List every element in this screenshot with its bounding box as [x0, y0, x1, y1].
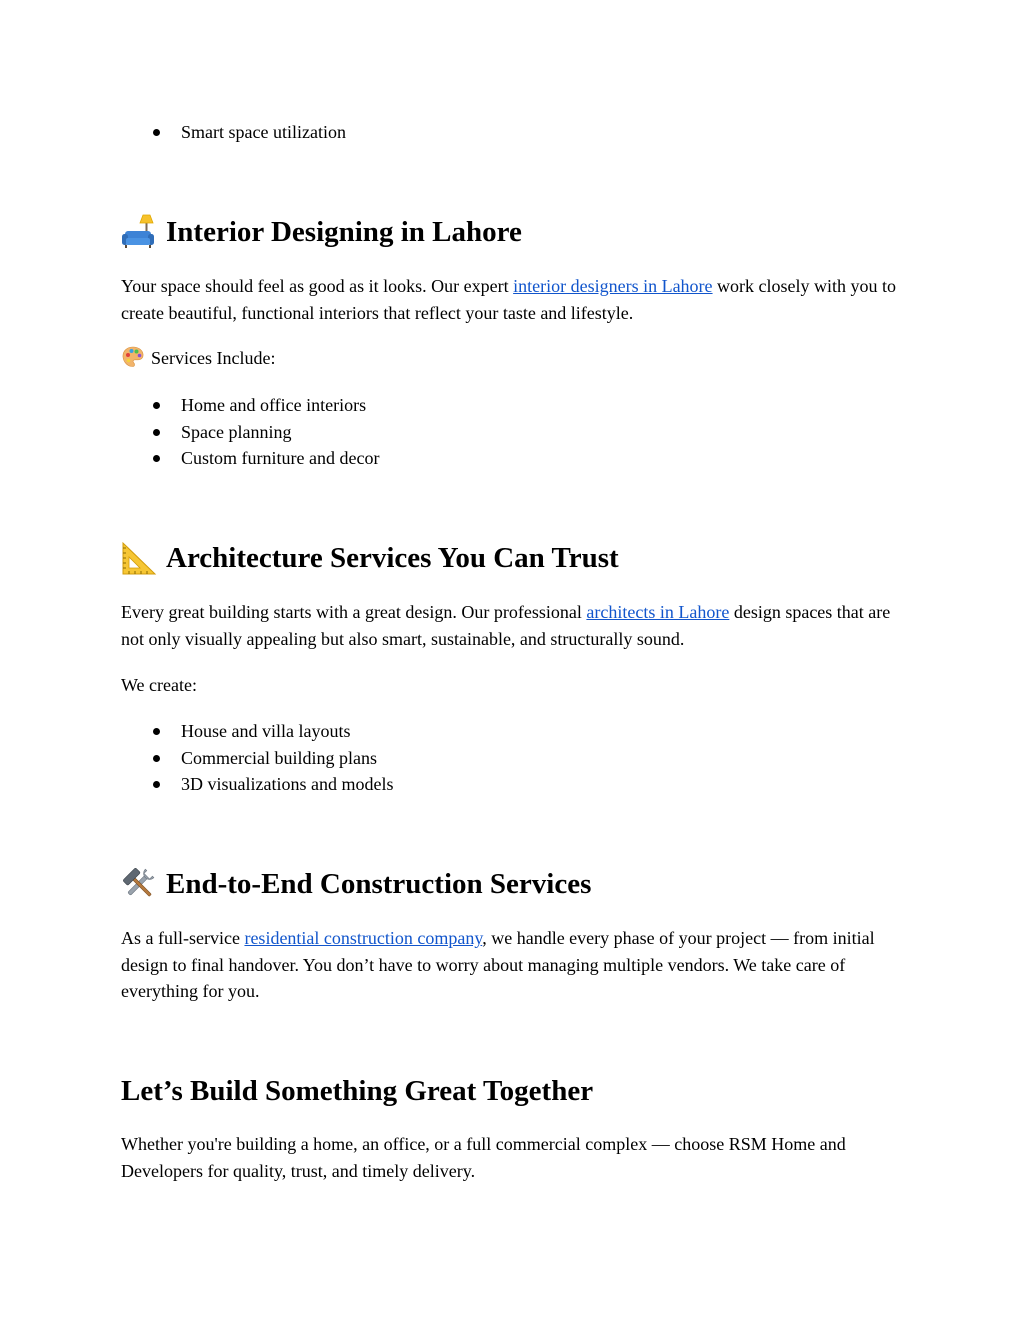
- construction-text-after: , we handle every phase of your project — from initial design to final handover. You don’t have to worry about managing multiple vendors. We take care of everything for you.: [121, 928, 875, 1001]
- bullet-dot: [153, 429, 160, 436]
- list-item: [121, 419, 379, 446]
- top-bullet-list: [121, 119, 346, 146]
- list-item: [121, 445, 379, 472]
- interior-designers-link[interactable]: interior designers in Lahore: [513, 276, 713, 296]
- bullet-dot: [153, 455, 160, 462]
- artist-palette-icon: [121, 345, 145, 369]
- triangular-ruler-icon: [121, 540, 157, 576]
- interior-heading: [121, 214, 522, 250]
- list-item: [121, 392, 379, 419]
- interior-paragraph: [121, 273, 911, 326]
- construction-paragraph: [121, 925, 911, 1005]
- architecture-list: [121, 718, 393, 798]
- list-item-text: Home and office interiors: [181, 395, 367, 415]
- list-item: [121, 119, 346, 146]
- interior-text-before: Your space should feel as good as it looks. Our expert: [121, 276, 514, 296]
- closing-heading-text: Let’s Build Something Great Together: [121, 1075, 594, 1107]
- architecture-text-after: design spaces that are not only visually appealing but also smart, sustainable, and structurally sound.: [121, 602, 891, 649]
- list-item-text: Commercial building plans: [181, 747, 377, 768]
- list-item-text: House and villa layouts: [181, 721, 351, 741]
- couch-and-lamp-icon: [121, 214, 157, 250]
- list-item-text: Smart space utilization: [181, 122, 346, 142]
- we-create-line: [121, 672, 197, 699]
- residential-construction-link[interactable]: residential construction company: [244, 928, 483, 948]
- construction-text-before: As a full-service: [121, 928, 245, 948]
- bullet-dot: [153, 728, 160, 735]
- services-include-label: Services Include:: [151, 348, 276, 368]
- bullet-dot: [153, 755, 160, 762]
- bullet-dot: [153, 129, 160, 136]
- bullet-dot: [153, 402, 160, 409]
- services-include-line: [121, 345, 275, 372]
- list-item-text: Space planning: [181, 421, 292, 442]
- architects-link[interactable]: architects in Lahore: [586, 602, 730, 622]
- we-create-label: We create:: [121, 675, 197, 695]
- architecture-heading-text: Architecture Services You Can Trust: [166, 542, 619, 574]
- list-item: [121, 771, 393, 798]
- list-item: [121, 745, 393, 772]
- list-item-text: 3D visualizations and models: [181, 774, 394, 794]
- construction-heading-text: End-to-End Construction Services: [166, 868, 592, 900]
- architecture-text-before: Every great building starts with a great design. Our professional: [121, 602, 587, 622]
- closing-paragraph: [121, 1131, 911, 1184]
- hammer-and-wrench-icon: [121, 866, 157, 902]
- interior-heading-text: Interior Designing in Lahore: [166, 216, 522, 248]
- closing-text: Whether you're building a home, an office, or a full commercial complex — choose RSM Home and Developers for quality, trust, and timely delivery.: [121, 1134, 846, 1181]
- list-item-text: Custom furniture and decor: [181, 448, 380, 468]
- closing-heading: [121, 1073, 593, 1109]
- bullet-dot: [153, 781, 160, 788]
- list-item: [121, 718, 393, 745]
- architecture-heading: [121, 540, 619, 576]
- construction-heading: [121, 866, 591, 902]
- interior-services-list: [121, 392, 379, 472]
- interior-text-after: work closely with you to create beautiful, functional interiors that reflect your taste and lifestyle.: [121, 276, 897, 323]
- architecture-paragraph: [121, 599, 911, 652]
